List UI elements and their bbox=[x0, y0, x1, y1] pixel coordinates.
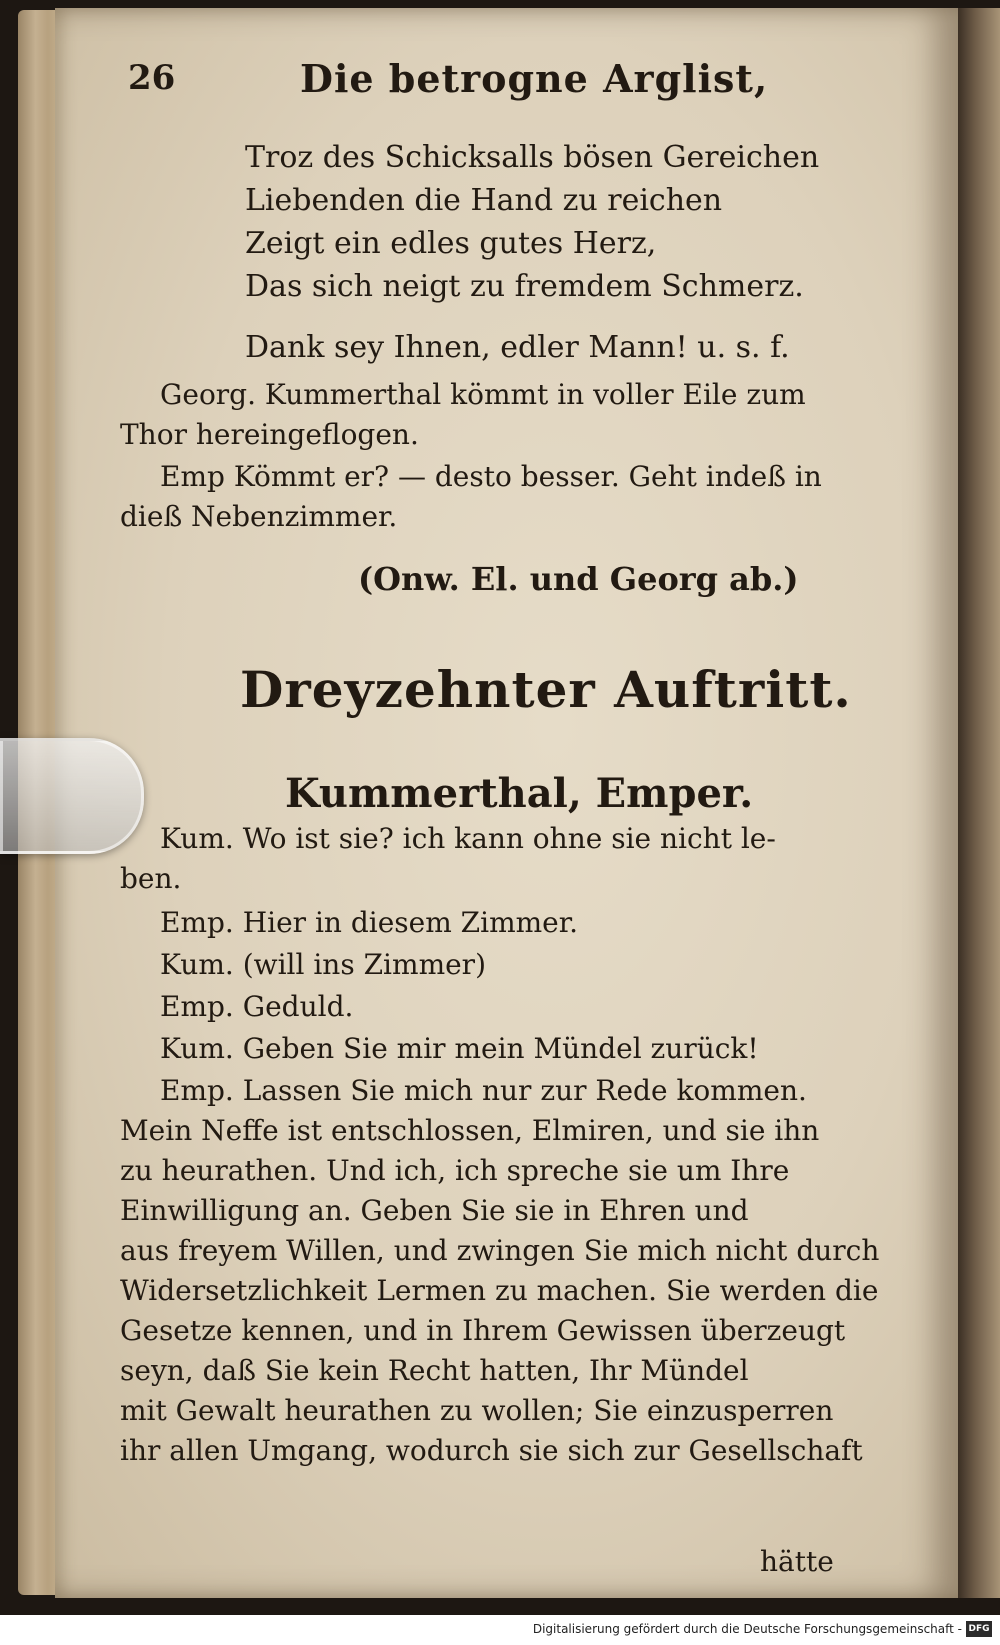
footer-bar bbox=[0, 1615, 1000, 1645]
text-line: dieß Nebenzimmer. bbox=[120, 500, 398, 533]
catchword: hätte bbox=[760, 1545, 834, 1578]
binding-gutter bbox=[958, 8, 1000, 1598]
dialogue-line: seyn, daß Sie kein Recht hatten, Ihr Mündel bbox=[120, 1354, 749, 1387]
dialogue-line: mit Gewalt heurathen zu wollen; Sie einzusperren bbox=[120, 1394, 834, 1427]
dialogue-line: ben. bbox=[120, 862, 182, 895]
dialogue-line: Kum. Wo ist sie? ich kann ohne sie nicht le- bbox=[160, 822, 776, 855]
text-line: Dank sey Ihnen, edler Mann! u. s. f. bbox=[245, 330, 790, 365]
verse-line: Das sich neigt zu fremdem Schmerz. bbox=[245, 269, 804, 304]
text-line: Thor hereingeflogen. bbox=[120, 418, 419, 451]
dialogue-line: Emp. Geduld. bbox=[160, 990, 354, 1023]
stage-direction: (Onw. El. und Georg ab.) bbox=[358, 560, 799, 598]
dialogue-line: Gesetze kennen, und in Ihrem Gewissen überzeugt bbox=[120, 1314, 846, 1347]
dramatis-personae: Kummerthal, Emper. bbox=[285, 770, 754, 817]
verse-line: Liebenden die Hand zu reichen bbox=[245, 183, 723, 218]
dialogue-line: ihr allen Umgang, wodurch sie sich zur Gesellschaft bbox=[120, 1434, 863, 1467]
dialogue-line: Emp. Hier in diesem Zimmer. bbox=[160, 906, 578, 939]
dialogue-line: Widersetzlichkeit Lermen zu machen. Sie werden die bbox=[120, 1274, 879, 1307]
verse-line: Troz des Schicksalls bösen Gereichen bbox=[245, 140, 820, 175]
dialogue-line: zu heurathen. Und ich, ich spreche sie um Ihre bbox=[120, 1154, 790, 1187]
scene-title: Dreyzehnter Auftritt. bbox=[240, 660, 852, 719]
dialogue-line: Kum. (will ins Zimmer) bbox=[160, 948, 486, 981]
page-clip bbox=[0, 738, 144, 854]
dialogue-line: Emp. Lassen Sie mich nur zur Rede kommen. bbox=[160, 1074, 807, 1107]
dialogue-line: Mein Neffe ist entschlossen, Elmiren, und sie ihn bbox=[120, 1114, 820, 1147]
text-line: Georg. Kummerthal kömmt in voller Eile zum bbox=[160, 378, 806, 411]
running-title: Die betrogne Arglist, bbox=[300, 56, 769, 101]
verse-line: Zeigt ein edles gutes Herz, bbox=[245, 226, 657, 261]
footer-credit: Digitalisierung gefördert durch die Deutsche Forschungsgemeinschaft - bbox=[532, 1622, 962, 1636]
dialogue-line: aus freyem Willen, und zwingen Sie mich nicht durch bbox=[120, 1234, 880, 1267]
page-number: 26 bbox=[128, 58, 176, 98]
dialogue-line: Einwilligung an. Geben Sie sie in Ehren und bbox=[120, 1194, 749, 1227]
text-line: Emp Kömmt er? — desto besser. Geht indeß in bbox=[160, 460, 822, 493]
dfg-logo: DFG bbox=[966, 1621, 992, 1637]
dialogue-line: Kum. Geben Sie mir mein Mündel zurück! bbox=[160, 1032, 759, 1065]
